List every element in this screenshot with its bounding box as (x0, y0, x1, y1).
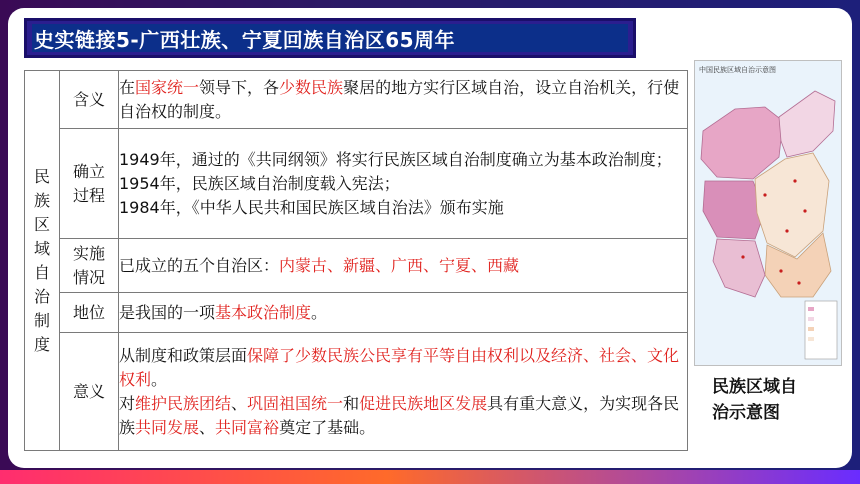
highlight-text: 维护民族团结 (135, 393, 232, 413)
body-text: 领导下，各 (199, 77, 280, 97)
content-implementation (119, 239, 688, 293)
content-status (119, 293, 688, 333)
highlight-text: 国家统一 (135, 77, 200, 97)
row-header-char: 度 (33, 334, 50, 354)
content-process (119, 129, 688, 239)
body-text: 已成立的五个自治区： (119, 255, 280, 275)
category-implementation (60, 239, 119, 293)
row-header-char: 民 (33, 166, 50, 186)
category-line: 情况 (72, 267, 105, 287)
process-line: 1949年，通过的《共同纲领》将实行民族区域自治制度确立为基本政治制度； (119, 149, 672, 169)
table-row (25, 293, 688, 333)
body-text: 。 (151, 369, 168, 389)
content-meaning (119, 71, 688, 129)
title-banner (22, 16, 638, 60)
body-text: 从制度和政策层面 (119, 345, 248, 365)
map-legend-swatch (808, 337, 814, 341)
highlight-text: 少数民族 (279, 77, 344, 97)
row-header-char: 自 (33, 262, 50, 282)
map-caption-line: 民族区域自 (712, 377, 797, 397)
category-status: 地位 (60, 293, 119, 333)
table-row (25, 71, 688, 129)
map-legend-swatch (808, 307, 814, 311)
map-marker (741, 255, 744, 258)
body-text: 和 (343, 393, 360, 413)
map-marker (785, 229, 788, 232)
body-text: 、 (231, 393, 248, 413)
body-text: 对 (119, 393, 136, 413)
table-row (25, 239, 688, 293)
autonomous-regions-map (694, 60, 842, 366)
map-marker (803, 209, 806, 212)
category-meaning: 含义 (60, 71, 119, 129)
highlight-text: 促进民族地区发展 (359, 393, 488, 413)
process-line: 1984年，《中华人民共和国民族区域自治法》颁布实施 (119, 197, 504, 217)
map-legend-swatch (808, 317, 814, 321)
highlight-text: 基本政治制度 (215, 302, 312, 322)
content-significance (119, 333, 688, 451)
highlight-text: 巩固祖国统一 (247, 393, 344, 413)
map-region-southwest (713, 239, 765, 297)
row-header-vertical (25, 71, 60, 451)
row-header-char: 治 (33, 286, 50, 306)
highlight-text: 内蒙古、新疆、广西、宁夏、西藏 (279, 255, 520, 275)
page-title: 史实链接5-广西壮族、宁夏回族自治区65周年 (34, 28, 456, 52)
highlight-text: 保障了少数民族公民享有平等自由权利以及经济、社会、文化权利 (119, 345, 680, 389)
map-marker (797, 281, 800, 284)
row-header-char: 域 (33, 238, 50, 258)
map-marker (779, 269, 782, 272)
category-line: 确立 (72, 161, 105, 181)
body-text: 是我国的一项 (119, 302, 216, 322)
map-region-north (779, 91, 835, 157)
category-line: 实施 (72, 243, 105, 263)
map-marker (763, 193, 766, 196)
row-header-char: 族 (33, 190, 50, 210)
row-header-char: 区 (33, 214, 50, 234)
process-line: 1954年，民族区域自治制度载入宪法； (119, 173, 400, 193)
map-legend-swatch (808, 327, 814, 331)
body-text: 在 (119, 77, 136, 97)
highlight-text: 共同富裕 (215, 417, 280, 437)
body-text: 聚居的地方实行区域自治，设立自治机关，行使自治权的制度。 (119, 77, 680, 121)
category-significance: 意义 (60, 333, 119, 451)
body-text: 奠定了基础。 (279, 417, 376, 437)
highlight-text: 共同发展 (135, 417, 200, 437)
row-header-char: 制 (33, 310, 50, 330)
map-caption-line: 治示意图 (712, 403, 780, 423)
body-text: 。 (311, 302, 328, 322)
body-text: 、 (199, 417, 216, 437)
bottom-accent-bar (0, 470, 860, 484)
institution-table (24, 70, 688, 451)
map-caption (712, 374, 832, 426)
category-line: 过程 (72, 185, 105, 205)
category-process (60, 129, 119, 239)
map-marker (793, 179, 796, 182)
table-row (25, 129, 688, 239)
body-text: 具有重大意义，为实现各民族 (119, 393, 680, 437)
table-row (25, 333, 688, 451)
china-map-illustration (695, 61, 841, 365)
map-heading: 中国民族区域自治示意图 (699, 66, 776, 74)
